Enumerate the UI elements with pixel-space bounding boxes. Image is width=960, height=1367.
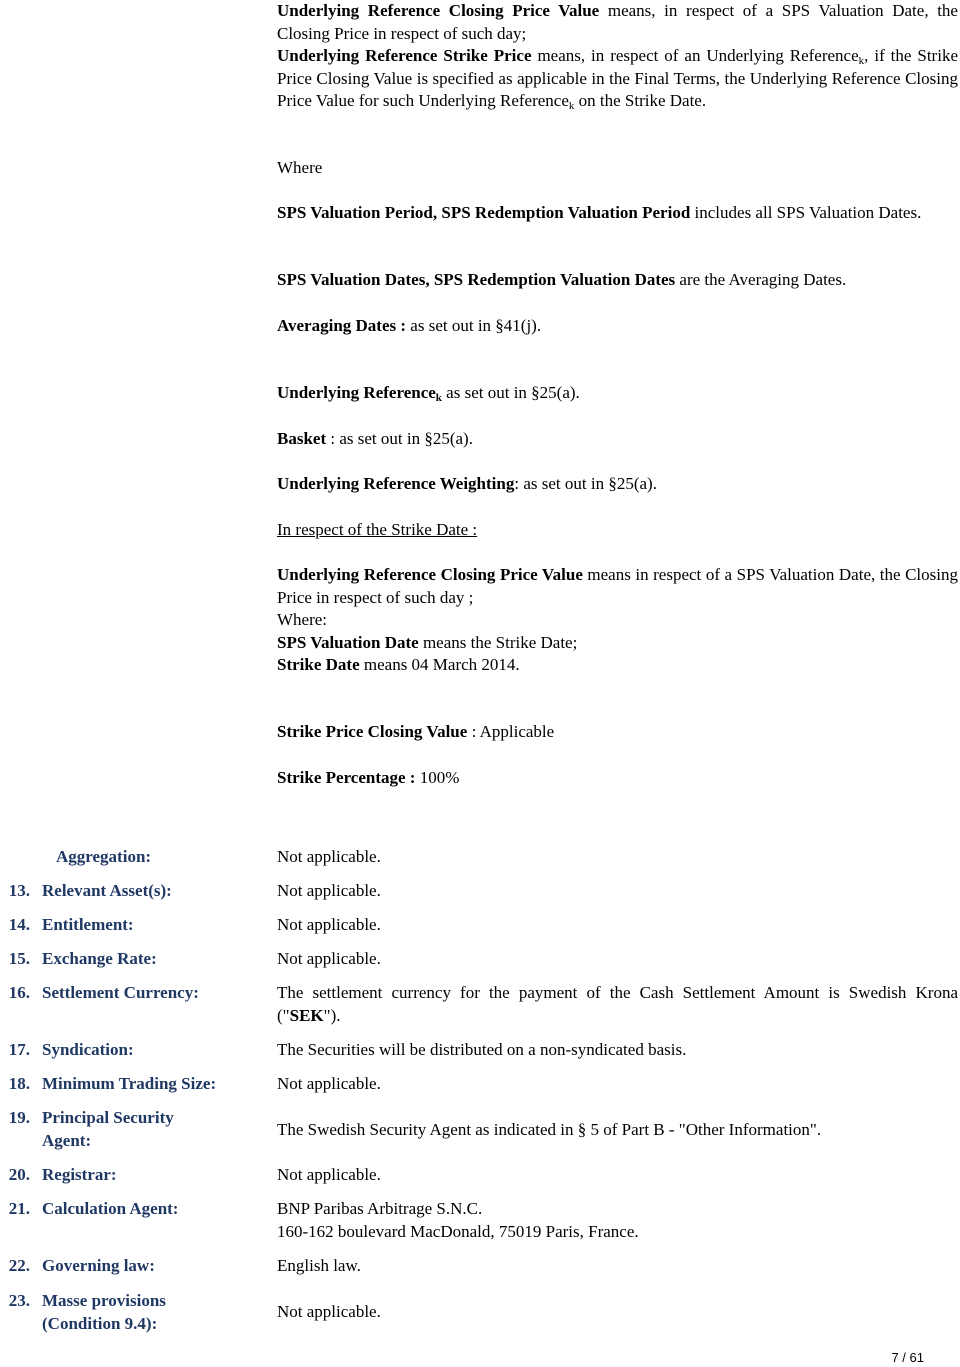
item-label: Settlement Currency: [42,983,199,1002]
item-value: BNP Paribas Arbitrage S.N.C. 160-162 boulevard MacDonald, 75019 Paris, France. [277,1199,639,1241]
item-number: 16. [8,983,30,1002]
item-value: The settlement currency for the payment of the Cash Settlement Amount is Swedish Krona ("SEK"). [277,983,958,1025]
item-label: Relevant Asset(s): [42,881,172,900]
page-number: 7 / 61 [891,1350,924,1365]
item-governing-law [0,1255,960,1285]
definition-underlying-reference: Underlying Reference$_k$ as set out in §25(a). [277,383,580,404]
item-number: 20. [8,1165,30,1184]
item-number: 19. [8,1108,30,1127]
item-number: 21. [8,1199,30,1218]
item-label: Exchange Rate: [42,949,157,968]
item-label: Syndication: [42,1040,134,1059]
item-value: The Securities will be distributed on a non-syndicated basis. [277,1040,687,1059]
item-number: 23. [8,1291,30,1310]
item-syndication [0,1039,960,1069]
item-value: Not applicable. [277,1074,381,1093]
strike-date-heading: In respect of the Strike Date : [277,520,478,539]
definition-valuation-period: SPS Valuation Period, SPS Redemption Valuation Period includes all SPS Valuation Dates. [277,203,922,222]
item-number: 22. [8,1256,30,1275]
item-value: Not applicable. [277,1165,381,1184]
item-masse-provisions [0,1290,960,1338]
definition-basket: Basket : as set out in §25(a). [277,429,473,448]
item-aggregation [0,846,960,876]
item-number: 18. [8,1074,30,1093]
item-principal-security-agent [0,1107,960,1155]
item-settlement-currency [0,982,960,1030]
item-entitlement [0,914,960,944]
where-label: Where [277,158,323,177]
item-value: The Swedish Security Agent as indicated in § 5 of Part B - "Other Information". [277,1120,822,1139]
item-label: Minimum Trading Size: [42,1074,217,1093]
item-calculation-agent [0,1198,960,1246]
item-minimum-trading-size [0,1073,960,1103]
item-label: Principal Security Agent: [42,1108,174,1150]
definition-averaging-dates: Averaging Dates : as set out in §41(j). [277,316,542,335]
item-label: Registrar: [42,1165,117,1184]
item-value: Not applicable. [277,915,381,934]
item-exchange-rate [0,948,960,978]
term: Underlying Reference Strike Price [277,46,532,65]
strike-date-definitions: Underlying Reference Closing Price Value means in respect of a SPS Valuation Date, the Closing Price in respect of such day ; Where: SPS Valuation Date means the Strike Date; Strike Date means 04 March 2014. [277,565,958,674]
item-label: Entitlement: [42,915,134,934]
strike-price-closing-value: Strike Price Closing Value : Applicable [277,722,555,741]
definition-closing-price-value: Underlying Reference Closing Price Value means, in respect of a SPS Valuation Date, the Closing Price in respect of such day; Underlying Reference Strike Price means, in respect of an Underlying Reference$_k$, if the Strike Price Closing Value is specified as applicable in the Final Terms, the Underlying Reference Closing Price Value for such Underlying Reference$_k$ on the Strike Date. [277,1,958,112]
item-relevant-assets [0,880,960,910]
item-value: English law. [277,1256,361,1275]
item-number: 14. [8,915,30,934]
item-value: Not applicable. [277,881,381,900]
strike-percentage: Strike Percentage : 100% [277,768,460,787]
item-label: Masse provisions (Condition 9.4): [42,1291,166,1333]
term: Underlying Reference Closing Price Value [277,1,600,20]
item-value: Not applicable. [277,847,381,866]
item-registrar [0,1164,960,1194]
definition-valuation-dates: SPS Valuation Dates, SPS Redemption Valuation Dates are the Averaging Dates. [277,270,847,289]
item-number: 15. [8,949,30,968]
item-number: 17. [8,1040,30,1059]
item-value: Not applicable. [277,949,381,968]
definition-weighting: Underlying Reference Weighting: as set out in §25(a). [277,474,657,493]
item-label: Aggregation: [56,847,152,866]
item-number: 13. [8,881,30,900]
item-value: Not applicable. [277,1302,381,1321]
item-label: Calculation Agent: [42,1199,179,1218]
item-label: Governing law: [42,1256,155,1275]
